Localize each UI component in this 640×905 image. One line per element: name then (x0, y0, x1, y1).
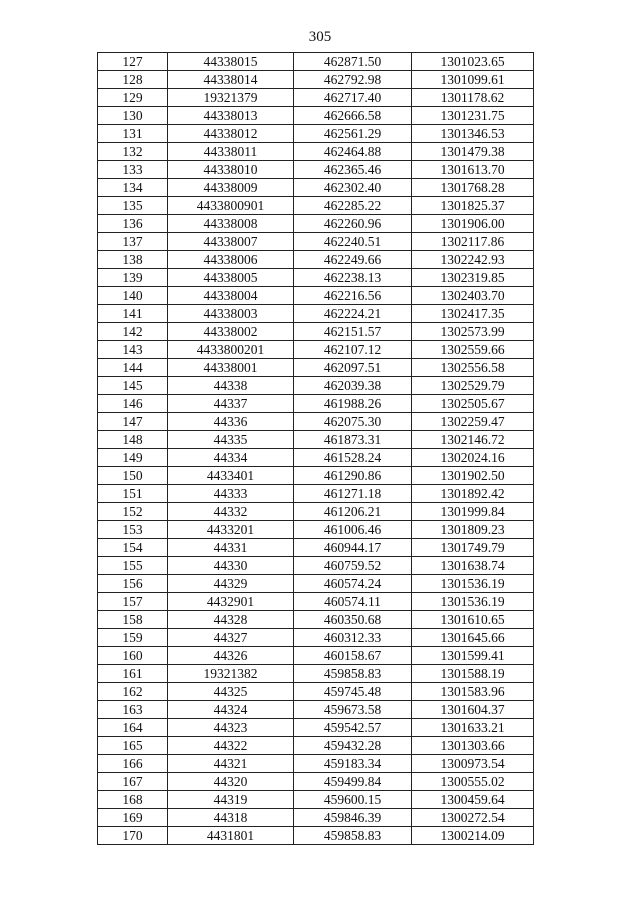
row-index-cell: 159 (98, 629, 168, 647)
table-row (98, 809, 534, 827)
x-coordinate-cell: 462260.96 (294, 215, 412, 233)
point-id-cell: 4433201 (168, 521, 294, 539)
y-coordinate-cell: 1301768.28 (412, 179, 534, 197)
point-id-cell: 4433800201 (168, 341, 294, 359)
x-coordinate-cell: 461206.21 (294, 503, 412, 521)
table-row (98, 395, 534, 413)
table-row (98, 143, 534, 161)
row-index-cell: 163 (98, 701, 168, 719)
y-coordinate-cell: 1301610.65 (412, 611, 534, 629)
y-coordinate-cell: 1302417.35 (412, 305, 534, 323)
point-id-cell: 44326 (168, 647, 294, 665)
point-id-cell: 44322 (168, 737, 294, 755)
table-row (98, 341, 534, 359)
y-coordinate-cell: 1301346.53 (412, 125, 534, 143)
table-row (98, 215, 534, 233)
point-id-cell: 44338014 (168, 71, 294, 89)
point-id-cell: 44338006 (168, 251, 294, 269)
y-coordinate-cell: 1301588.19 (412, 665, 534, 683)
x-coordinate-cell: 462107.12 (294, 341, 412, 359)
point-id-cell: 4433800901 (168, 197, 294, 215)
row-index-cell: 135 (98, 197, 168, 215)
table-row (98, 323, 534, 341)
row-index-cell: 127 (98, 53, 168, 71)
x-coordinate-cell: 459499.84 (294, 773, 412, 791)
row-index-cell: 169 (98, 809, 168, 827)
y-coordinate-cell: 1301583.96 (412, 683, 534, 701)
row-index-cell: 139 (98, 269, 168, 287)
x-coordinate-cell: 462717.40 (294, 89, 412, 107)
x-coordinate-cell: 462792.98 (294, 71, 412, 89)
row-index-cell: 157 (98, 593, 168, 611)
row-index-cell: 162 (98, 683, 168, 701)
table-row (98, 737, 534, 755)
row-index-cell: 167 (98, 773, 168, 791)
table-row (98, 773, 534, 791)
row-index-cell: 161 (98, 665, 168, 683)
point-id-cell: 44338004 (168, 287, 294, 305)
y-coordinate-cell: 1300272.54 (412, 809, 534, 827)
table-row (98, 71, 534, 89)
y-coordinate-cell: 1302403.70 (412, 287, 534, 305)
table-row (98, 467, 534, 485)
point-id-cell: 44318 (168, 809, 294, 827)
table-row (98, 503, 534, 521)
row-index-cell: 148 (98, 431, 168, 449)
x-coordinate-cell: 459858.83 (294, 827, 412, 845)
y-coordinate-cell: 1301023.65 (412, 53, 534, 71)
point-id-cell: 44320 (168, 773, 294, 791)
table-row (98, 125, 534, 143)
point-id-cell: 44328 (168, 611, 294, 629)
row-index-cell: 141 (98, 305, 168, 323)
table-row (98, 377, 534, 395)
point-id-cell: 44338002 (168, 323, 294, 341)
x-coordinate-cell: 462216.56 (294, 287, 412, 305)
table-row (98, 827, 534, 845)
y-coordinate-cell: 1300973.54 (412, 755, 534, 773)
y-coordinate-cell: 1302259.47 (412, 413, 534, 431)
table-row (98, 701, 534, 719)
y-coordinate-cell: 1300214.09 (412, 827, 534, 845)
row-index-cell: 132 (98, 143, 168, 161)
point-id-cell: 44332 (168, 503, 294, 521)
row-index-cell: 153 (98, 521, 168, 539)
row-index-cell: 166 (98, 755, 168, 773)
row-index-cell: 155 (98, 557, 168, 575)
x-coordinate-cell: 462249.66 (294, 251, 412, 269)
point-id-cell: 44336 (168, 413, 294, 431)
x-coordinate-cell: 459858.83 (294, 665, 412, 683)
x-coordinate-cell: 459673.58 (294, 701, 412, 719)
table-row (98, 161, 534, 179)
row-index-cell: 150 (98, 467, 168, 485)
y-coordinate-cell: 1301099.61 (412, 71, 534, 89)
point-id-cell: 4432901 (168, 593, 294, 611)
table-row (98, 719, 534, 737)
x-coordinate-cell: 459432.28 (294, 737, 412, 755)
y-coordinate-cell: 1301825.37 (412, 197, 534, 215)
table-row (98, 179, 534, 197)
row-index-cell: 147 (98, 413, 168, 431)
y-coordinate-cell: 1302529.79 (412, 377, 534, 395)
page-number: 305 (308, 29, 332, 45)
y-coordinate-cell: 1301536.19 (412, 575, 534, 593)
point-id-cell: 44334 (168, 449, 294, 467)
y-coordinate-cell: 1301892.42 (412, 485, 534, 503)
row-index-cell: 129 (98, 89, 168, 107)
point-id-cell: 44338008 (168, 215, 294, 233)
y-coordinate-cell: 1302319.85 (412, 269, 534, 287)
x-coordinate-cell: 462097.51 (294, 359, 412, 377)
point-id-cell: 44338009 (168, 179, 294, 197)
x-coordinate-cell: 460158.67 (294, 647, 412, 665)
row-index-cell: 152 (98, 503, 168, 521)
point-id-cell: 44321 (168, 755, 294, 773)
x-coordinate-cell: 462075.30 (294, 413, 412, 431)
x-coordinate-cell: 462302.40 (294, 179, 412, 197)
point-id-cell: 44330 (168, 557, 294, 575)
x-coordinate-cell: 461006.46 (294, 521, 412, 539)
point-id-cell: 44333 (168, 485, 294, 503)
point-id-cell: 44338010 (168, 161, 294, 179)
table-row (98, 359, 534, 377)
x-coordinate-cell: 462561.29 (294, 125, 412, 143)
point-id-cell: 44338007 (168, 233, 294, 251)
point-id-cell: 44337 (168, 395, 294, 413)
row-index-cell: 146 (98, 395, 168, 413)
y-coordinate-cell: 1301479.38 (412, 143, 534, 161)
point-id-cell: 44331 (168, 539, 294, 557)
y-coordinate-cell: 1301638.74 (412, 557, 534, 575)
x-coordinate-cell: 460312.33 (294, 629, 412, 647)
table-row (98, 755, 534, 773)
y-coordinate-cell: 1302573.99 (412, 323, 534, 341)
coordinates-table-body (98, 53, 534, 845)
y-coordinate-cell: 1301303.66 (412, 737, 534, 755)
point-id-cell: 44338005 (168, 269, 294, 287)
row-index-cell: 158 (98, 611, 168, 629)
x-coordinate-cell: 462365.46 (294, 161, 412, 179)
table-row (98, 413, 534, 431)
point-id-cell: 44319 (168, 791, 294, 809)
x-coordinate-cell: 459846.39 (294, 809, 412, 827)
table-row (98, 251, 534, 269)
point-id-cell: 44335 (168, 431, 294, 449)
table-row (98, 89, 534, 107)
x-coordinate-cell: 462871.50 (294, 53, 412, 71)
x-coordinate-cell: 462464.88 (294, 143, 412, 161)
x-coordinate-cell: 460574.11 (294, 593, 412, 611)
x-coordinate-cell: 462666.58 (294, 107, 412, 125)
y-coordinate-cell: 1301178.62 (412, 89, 534, 107)
x-coordinate-cell: 461290.86 (294, 467, 412, 485)
row-index-cell: 170 (98, 827, 168, 845)
x-coordinate-cell: 459542.57 (294, 719, 412, 737)
y-coordinate-cell: 1301604.37 (412, 701, 534, 719)
x-coordinate-cell: 462285.22 (294, 197, 412, 215)
y-coordinate-cell: 1301902.50 (412, 467, 534, 485)
y-coordinate-cell: 1301999.84 (412, 503, 534, 521)
table-row (98, 269, 534, 287)
table-row (98, 197, 534, 215)
row-index-cell: 133 (98, 161, 168, 179)
point-id-cell: 44327 (168, 629, 294, 647)
y-coordinate-cell: 1302117.86 (412, 233, 534, 251)
x-coordinate-cell: 461271.18 (294, 485, 412, 503)
y-coordinate-cell: 1301749.79 (412, 539, 534, 557)
y-coordinate-cell: 1302242.93 (412, 251, 534, 269)
x-coordinate-cell: 462039.38 (294, 377, 412, 395)
table-row (98, 575, 534, 593)
point-id-cell: 44338011 (168, 143, 294, 161)
row-index-cell: 136 (98, 215, 168, 233)
row-index-cell: 134 (98, 179, 168, 197)
x-coordinate-cell: 459745.48 (294, 683, 412, 701)
row-index-cell: 168 (98, 791, 168, 809)
point-id-cell: 44338001 (168, 359, 294, 377)
row-index-cell: 144 (98, 359, 168, 377)
point-id-cell: 44338 (168, 377, 294, 395)
point-id-cell: 44338012 (168, 125, 294, 143)
table-row (98, 791, 534, 809)
row-index-cell: 130 (98, 107, 168, 125)
row-index-cell: 165 (98, 737, 168, 755)
y-coordinate-cell: 1301633.21 (412, 719, 534, 737)
x-coordinate-cell: 462240.51 (294, 233, 412, 251)
point-id-cell: 44329 (168, 575, 294, 593)
table-row (98, 53, 534, 71)
row-index-cell: 160 (98, 647, 168, 665)
row-index-cell: 156 (98, 575, 168, 593)
y-coordinate-cell: 1302024.16 (412, 449, 534, 467)
x-coordinate-cell: 461988.26 (294, 395, 412, 413)
table-row (98, 107, 534, 125)
table-row (98, 665, 534, 683)
point-id-cell: 44338013 (168, 107, 294, 125)
point-id-cell: 4431801 (168, 827, 294, 845)
x-coordinate-cell: 459183.34 (294, 755, 412, 773)
y-coordinate-cell: 1301809.23 (412, 521, 534, 539)
y-coordinate-cell: 1300459.64 (412, 791, 534, 809)
table-row (98, 305, 534, 323)
point-id-cell: 44323 (168, 719, 294, 737)
coordinates-table (97, 52, 534, 845)
row-index-cell: 128 (98, 71, 168, 89)
x-coordinate-cell: 460574.24 (294, 575, 412, 593)
row-index-cell: 145 (98, 377, 168, 395)
table-row (98, 593, 534, 611)
table-row (98, 449, 534, 467)
x-coordinate-cell: 462224.21 (294, 305, 412, 323)
y-coordinate-cell: 1301645.66 (412, 629, 534, 647)
y-coordinate-cell: 1302559.66 (412, 341, 534, 359)
x-coordinate-cell: 459600.15 (294, 791, 412, 809)
x-coordinate-cell: 461873.31 (294, 431, 412, 449)
y-coordinate-cell: 1301536.19 (412, 593, 534, 611)
table-row (98, 431, 534, 449)
x-coordinate-cell: 460944.17 (294, 539, 412, 557)
y-coordinate-cell: 1300555.02 (412, 773, 534, 791)
x-coordinate-cell: 460350.68 (294, 611, 412, 629)
point-id-cell: 19321379 (168, 89, 294, 107)
row-index-cell: 164 (98, 719, 168, 737)
row-index-cell: 140 (98, 287, 168, 305)
row-index-cell: 149 (98, 449, 168, 467)
point-id-cell: 44338015 (168, 53, 294, 71)
y-coordinate-cell: 1302556.58 (412, 359, 534, 377)
point-id-cell: 19321382 (168, 665, 294, 683)
point-id-cell: 44338003 (168, 305, 294, 323)
y-coordinate-cell: 1301906.00 (412, 215, 534, 233)
point-id-cell: 44324 (168, 701, 294, 719)
row-index-cell: 138 (98, 251, 168, 269)
y-coordinate-cell: 1301613.70 (412, 161, 534, 179)
x-coordinate-cell: 461528.24 (294, 449, 412, 467)
row-index-cell: 131 (98, 125, 168, 143)
row-index-cell: 154 (98, 539, 168, 557)
y-coordinate-cell: 1302146.72 (412, 431, 534, 449)
row-index-cell: 142 (98, 323, 168, 341)
table-row (98, 683, 534, 701)
table-row (98, 647, 534, 665)
table-row (98, 611, 534, 629)
point-id-cell: 44325 (168, 683, 294, 701)
table-row (98, 521, 534, 539)
row-index-cell: 143 (98, 341, 168, 359)
table-row (98, 629, 534, 647)
table-row (98, 539, 534, 557)
table-row (98, 557, 534, 575)
y-coordinate-cell: 1302505.67 (412, 395, 534, 413)
table-row (98, 485, 534, 503)
x-coordinate-cell: 460759.52 (294, 557, 412, 575)
x-coordinate-cell: 462151.57 (294, 323, 412, 341)
point-id-cell: 4433401 (168, 467, 294, 485)
y-coordinate-cell: 1301231.75 (412, 107, 534, 125)
row-index-cell: 137 (98, 233, 168, 251)
table-row (98, 233, 534, 251)
y-coordinate-cell: 1301599.41 (412, 647, 534, 665)
x-coordinate-cell: 462238.13 (294, 269, 412, 287)
table-row (98, 287, 534, 305)
row-index-cell: 151 (98, 485, 168, 503)
